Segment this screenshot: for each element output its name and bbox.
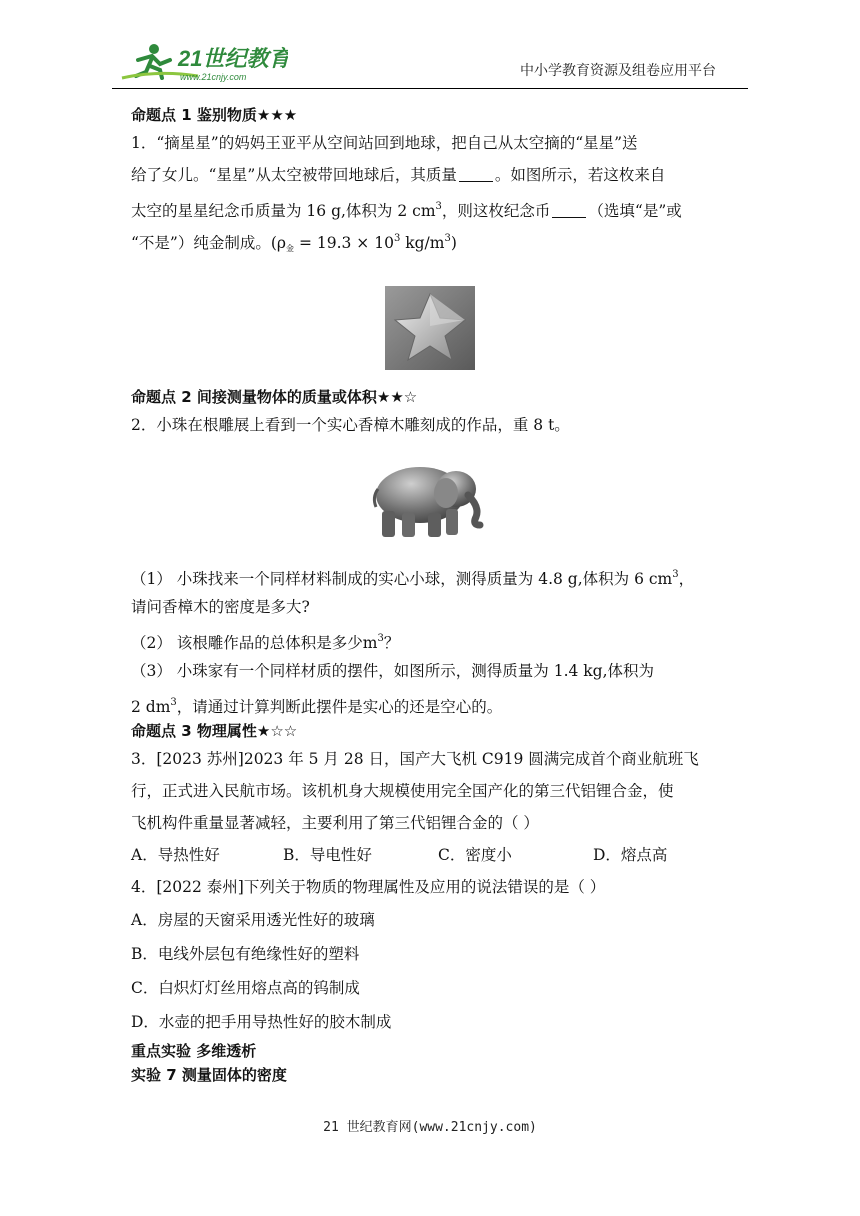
q3-line2: 行，正式进入民航市场。该机机身大规模使用完全国产化的第三代铝锂合金，使 bbox=[131, 782, 674, 800]
q3-option-a: A．导热性好 bbox=[131, 846, 220, 864]
answer-blank bbox=[552, 199, 586, 218]
q4-option-b: B．电线外层包有绝缘性好的塑料 bbox=[131, 945, 360, 963]
q3-line3: 飞机构件重量显著减轻，主要利用了第三代铝锂合金的（ ） bbox=[131, 814, 539, 832]
section1-title: 命题点 1 鉴别物质★★★ bbox=[131, 106, 298, 124]
logo bbox=[118, 40, 288, 84]
logo-url: www.21cnjy.com bbox=[180, 72, 247, 82]
q3-option-b: B．导电性好 bbox=[283, 846, 372, 864]
q1-line2: 给了女儿。“星星”从太空被带回地球后，其质量 。如图所示，若这枚来自 bbox=[131, 159, 731, 191]
section4-title: 重点实验 多维透析 bbox=[131, 1042, 257, 1060]
q2-part3-cont: 2 $dm^3$，请通过计算判断此摆件是实心的还是空心的。 bbox=[131, 697, 503, 716]
section3-title: 命题点 3 物理属性★☆☆ bbox=[131, 722, 298, 740]
q4-option-a: A．房屋的天窗采用透光性好的玻璃 bbox=[131, 911, 375, 929]
document-body bbox=[131, 103, 731, 1087]
section4-subtitle: 实验 7 测量固体的密度 bbox=[131, 1066, 287, 1084]
q3-options bbox=[131, 839, 731, 871]
q1-line3: 太空的星星纪念币质量为 16 g,体积为 2 $cm^3$，则这枚纪念币 （选填“是”或 bbox=[131, 201, 682, 220]
q2-part2: （2） 该根雕作品的总体积是多少$m^3$？ bbox=[131, 633, 400, 652]
platform-name: 中小学教育资源及组卷应用平台 bbox=[520, 63, 716, 79]
q2-part1: （1） 小珠找来一个同样材料制成的实心小球，测得质量为 4.8 g,体积为 6 $cm^3$， bbox=[131, 569, 695, 588]
elephant-carving-image bbox=[368, 455, 490, 543]
star-coin-image bbox=[385, 286, 475, 370]
q3-option-d: D．熔点高 bbox=[593, 846, 668, 864]
q4-stem: 4．[2022 泰州]下列关于物质的物理属性及应用的说法错误的是（ ） bbox=[131, 878, 606, 896]
q4-option-c: C．白炽灯灯丝用熔点高的钨制成 bbox=[131, 979, 360, 997]
q3-option-c: C．密度小 bbox=[438, 846, 512, 864]
q2-part1-cont: 请问香樟木的密度是多大? bbox=[131, 598, 310, 616]
header-divider bbox=[112, 88, 748, 89]
q3-line1: 3．[2023 苏州]2023 年 5 月 28 日，国产大飞机 C919 圆满完成首个商业航班飞 bbox=[131, 750, 699, 768]
q4-option-d: D．水壶的把手用导热性好的胶木制成 bbox=[131, 1013, 392, 1031]
q1-line4: “不是”）纯金制成。($\rho_金 = 19.3 \times 10^3$ $kg/m^3$) bbox=[131, 233, 457, 253]
section2-title: 命题点 2 间接测量物体的质量或体积★★☆ bbox=[131, 388, 418, 406]
q2-intro: 2．小珠在根雕展上看到一个实心香樟木雕刻成的作品，重 8 t。 bbox=[131, 416, 570, 434]
q1-line1: 1．“摘星星”的妈妈王亚平从空间站回到地球，把自己从太空摘的“星星”送 bbox=[131, 134, 638, 152]
logo-text: 21世纪教育 bbox=[178, 46, 288, 71]
answer-blank bbox=[459, 163, 493, 182]
q2-part3: （3） 小珠家有一个同样材质的摆件，如图所示，测得质量为 1.4 kg,体积为 bbox=[131, 662, 655, 680]
footer-text: 21 世纪教育网(www.21cnjy.com) bbox=[323, 1120, 537, 1135]
